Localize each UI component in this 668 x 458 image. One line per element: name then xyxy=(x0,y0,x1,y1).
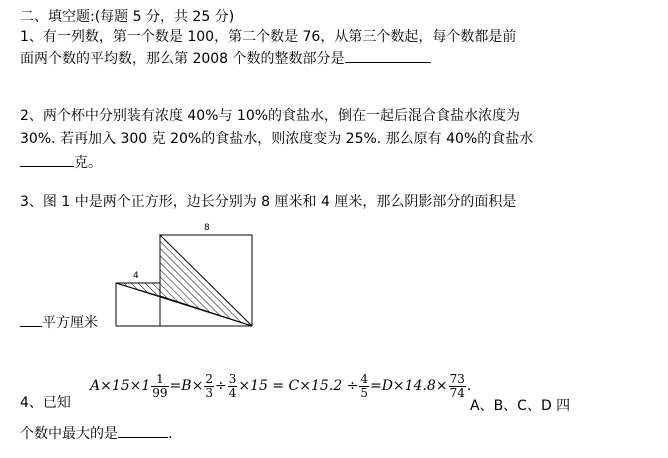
question-1-line-2 xyxy=(20,49,431,68)
answer-blank-3 xyxy=(20,313,42,327)
fraction-5-numerator: 73 xyxy=(449,371,465,386)
shaded-triangle xyxy=(160,235,252,326)
eq-end-period: . xyxy=(466,378,472,394)
question-2-line-1: 2、两个杯中分别装有浓度 40%与 10%的食盐水，倒在一起后混合食盐水浓度为 xyxy=(20,108,521,124)
question-3-unit: 平方厘米 xyxy=(42,315,98,331)
question-2-unit: 克。 xyxy=(74,155,102,171)
label-big-side: 8 xyxy=(204,223,210,233)
fraction-2-denominator: 3 xyxy=(205,385,213,400)
eq-part-d: ×15 = C×15.2 ÷ xyxy=(238,378,359,394)
question-4-end: . xyxy=(168,426,173,442)
fraction-1 xyxy=(151,373,168,400)
question-4-prefix: 4、已知 xyxy=(20,395,71,411)
answer-blank-2 xyxy=(20,153,74,167)
fraction-5 xyxy=(449,373,466,400)
question-4-line-2 xyxy=(20,424,172,443)
fraction-3-denominator: 4 xyxy=(228,385,237,400)
fraction-2-numerator: 2 xyxy=(205,371,213,386)
section-title: 二、填空题:(每题 5 分，共 25 分) xyxy=(20,9,235,25)
fraction-4 xyxy=(359,373,369,400)
question-1-line-1: 1、有一列数，第一个数是 100，第二个数是 76，从第三个数起，每个数都是前 xyxy=(20,29,517,45)
eq-part-e: =D×14.8× xyxy=(369,378,448,394)
fraction-4-denominator: 5 xyxy=(360,385,368,400)
question-4-equation xyxy=(90,372,471,400)
fraction-3-numerator: 3 xyxy=(228,371,237,386)
answer-blank-1 xyxy=(345,49,431,63)
eq-part-b: =B× xyxy=(169,378,204,394)
fraction-5-denominator: 74 xyxy=(449,385,465,400)
question-3-line-2 xyxy=(20,313,98,332)
fraction-1-numerator: 1 xyxy=(151,373,168,387)
question-2-line-3 xyxy=(20,153,102,172)
question-1-text: 面两个数的平均数，那么第 2008 个数的整数部分是 xyxy=(20,51,345,67)
fraction-2 xyxy=(204,373,214,400)
question-4-suffix: A、B、C、D 四 xyxy=(470,398,571,414)
label-small-side: 4 xyxy=(133,271,139,281)
question-4-text: 个数中最大的是 xyxy=(20,426,118,442)
fraction-1-denominator: 99 xyxy=(152,385,168,400)
question-2-line-2: 30%. 若再加入 300 克 20%的食盐水，则浓度变为 25%. 那么原有 40%的食盐水 xyxy=(20,131,534,147)
eq-part-a: A×15×1 xyxy=(90,378,151,394)
fraction-3 xyxy=(228,373,238,400)
eq-part-c: ÷ xyxy=(214,378,227,394)
figure-1 xyxy=(110,220,270,332)
question-3-line-1: 3、图 1 中是两个正方形，边长分别为 8 厘米和 4 厘米，那么阴影部分的面积是 xyxy=(20,194,517,210)
fraction-4-numerator: 4 xyxy=(360,371,368,386)
answer-blank-4 xyxy=(118,424,168,438)
